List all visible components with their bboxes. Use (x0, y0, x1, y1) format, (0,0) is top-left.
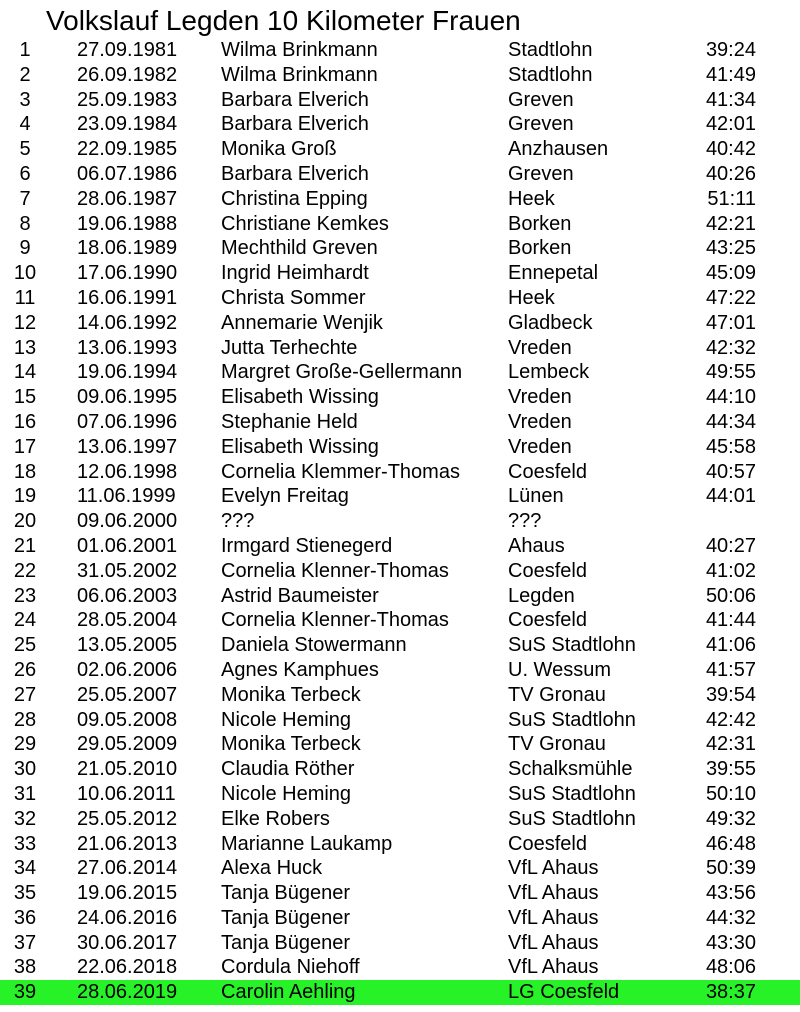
race-date: 25.05.2007 (77, 683, 178, 706)
runner-name: Christa Sommer (221, 286, 366, 309)
table-row (0, 881, 800, 906)
race-date: 24.06.2016 (77, 906, 178, 929)
runner-name: Cordula Niehoff (221, 956, 360, 979)
race-date: 29.05.2009 (77, 733, 178, 756)
race-date: 19.06.1988 (77, 212, 178, 235)
row-number: 37 (13, 931, 37, 954)
row-number: 4 (19, 113, 31, 136)
table-row (0, 63, 800, 88)
club-name: Stadtlohn (508, 63, 593, 86)
row-number: 36 (13, 906, 37, 929)
table-row (0, 559, 800, 584)
row-number: 2 (19, 63, 31, 86)
club-name: Ahaus (508, 534, 565, 557)
race-date: 31.05.2002 (77, 559, 178, 582)
finish-time: 51:11 (707, 187, 756, 210)
race-date: 12.06.1998 (77, 460, 178, 483)
club-name: SuS Stadtlohn (508, 708, 636, 731)
finish-time: 40:27 (705, 534, 756, 557)
finish-time: 40:42 (705, 138, 756, 161)
table-row (0, 906, 800, 931)
finish-time: 43:25 (705, 237, 756, 260)
race-date: 25.05.2012 (77, 807, 178, 830)
race-date: 19.06.2015 (77, 882, 178, 905)
club-name: Gladbeck (508, 311, 593, 334)
table-row (0, 88, 800, 113)
table-row (0, 212, 800, 237)
row-number: 29 (13, 733, 37, 756)
race-date: 13.05.2005 (77, 634, 178, 657)
row-number: 38 (13, 956, 37, 979)
finish-time: 49:55 (705, 361, 756, 384)
club-name: Anzhausen (508, 138, 609, 161)
finish-time: 44:34 (705, 410, 756, 433)
race-date: 16.06.1991 (77, 286, 178, 309)
table-row (0, 435, 800, 460)
race-date: 14.06.1992 (77, 311, 178, 334)
race-date: 18.06.1989 (77, 237, 178, 260)
club-name: Schalksmühle (508, 758, 633, 781)
club-name: TV Gronau (508, 733, 606, 756)
runner-name: Carolin Aehling (221, 981, 356, 1004)
runner-name: Monika Groß (221, 138, 337, 161)
race-date: 27.09.1981 (77, 39, 178, 61)
table-row (0, 112, 800, 137)
club-name: Coesfeld (508, 460, 587, 483)
finish-time: 47:01 (705, 311, 756, 334)
row-number: 5 (19, 138, 31, 161)
row-number: 35 (13, 882, 37, 905)
runner-name: Tanja Bügener (221, 931, 350, 954)
row-number: 12 (13, 311, 37, 334)
runner-name: Christina Epping (221, 187, 368, 210)
table-row (0, 311, 800, 336)
runner-name: Tanja Bügener (221, 882, 350, 905)
club-name: Vreden (508, 435, 572, 458)
finish-time: 43:56 (705, 882, 756, 905)
race-date: 10.06.2011 (77, 782, 176, 805)
table-row (0, 757, 800, 782)
table-row (0, 261, 800, 286)
runner-name: Alexa Huck (221, 857, 323, 880)
club-name: TV Gronau (508, 683, 606, 706)
finish-time: 44:01 (705, 485, 756, 508)
row-number: 30 (13, 758, 37, 781)
club-name: ??? (508, 510, 542, 533)
finish-time: 42:32 (705, 336, 756, 359)
table-row (0, 807, 800, 832)
finish-time: 50:10 (705, 782, 756, 805)
finish-time: 44:32 (705, 906, 756, 929)
club-name: LG Coesfeld (508, 981, 620, 1004)
runner-name: Barbara Elverich (221, 162, 369, 185)
table-row (0, 410, 800, 435)
race-date: 28.05.2004 (77, 609, 178, 632)
club-name: Coesfeld (508, 609, 587, 632)
table-row (0, 856, 800, 881)
race-date: 21.05.2010 (77, 758, 178, 781)
runner-name: Wilma Brinkmann (221, 39, 378, 61)
results-table (0, 38, 800, 1005)
runner-name: Tanja Bügener (221, 906, 350, 929)
club-name: Vreden (508, 336, 572, 359)
row-number: 27 (13, 683, 37, 706)
row-number: 11 (14, 286, 36, 309)
runner-name: Claudia Röther (221, 758, 355, 781)
club-name: SuS Stadtlohn (508, 782, 636, 805)
table-row (0, 608, 800, 633)
table-row (0, 38, 800, 63)
club-name: Coesfeld (508, 559, 587, 582)
runner-name: Margret Große-Gellermann (221, 361, 463, 384)
row-number: 7 (19, 187, 31, 210)
table-row (0, 683, 800, 708)
row-number: 14 (13, 361, 37, 384)
club-name: Stadtlohn (508, 39, 593, 61)
table-row (0, 509, 800, 534)
runner-name: Jutta Terhechte (221, 336, 358, 359)
row-number: 15 (13, 386, 37, 409)
table-row (0, 336, 800, 361)
runner-name: Irmgard Stienegerd (221, 534, 393, 557)
runner-name: Christiane Kemkes (221, 212, 389, 235)
runner-name: Cornelia Klenner-Thomas (221, 559, 449, 582)
runner-name: Barbara Elverich (221, 113, 369, 136)
club-name: U. Wessum (508, 658, 611, 681)
club-name: Heek (508, 187, 555, 210)
finish-time: 41:02 (705, 559, 756, 582)
row-number: 39 (13, 981, 37, 1004)
row-number: 21 (13, 534, 37, 557)
finish-time: 41:44 (705, 609, 756, 632)
finish-time: 45:09 (705, 262, 756, 285)
table-row (0, 137, 800, 162)
finish-time: 38:37 (705, 981, 756, 1004)
row-number: 23 (13, 584, 37, 607)
race-date: 30.06.2017 (77, 931, 178, 954)
race-date: 13.06.1993 (77, 336, 178, 359)
runner-name: Elke Robers (221, 807, 330, 830)
table-row (0, 584, 800, 609)
club-name: SuS Stadtlohn (508, 807, 636, 830)
row-number: 32 (13, 807, 37, 830)
table-row (0, 162, 800, 187)
row-number: 1 (19, 39, 31, 61)
runner-name: Agnes Kamphues (221, 658, 379, 681)
finish-time: 42:21 (705, 212, 756, 235)
finish-time: 42:31 (705, 733, 756, 756)
club-name: Vreden (508, 386, 572, 409)
table-row (0, 832, 800, 857)
row-number: 24 (13, 609, 37, 632)
row-number: 10 (13, 262, 37, 285)
row-number: 33 (13, 832, 37, 855)
race-date: 09.06.2000 (77, 510, 178, 533)
runner-name: Elisabeth Wissing (221, 435, 379, 458)
finish-time: 41:49 (705, 63, 756, 86)
runner-name: Nicole Heming (221, 708, 352, 731)
race-date: 22.06.2018 (77, 956, 178, 979)
race-date: 06.07.1986 (77, 162, 178, 185)
row-number: 22 (13, 559, 37, 582)
race-date: 02.06.2006 (77, 658, 178, 681)
club-name: Legden (508, 584, 575, 607)
race-date: 07.06.1996 (77, 410, 178, 433)
finish-time: 41:34 (705, 88, 756, 111)
club-name: VfL Ahaus (508, 882, 599, 905)
table-row (0, 931, 800, 956)
table-row (0, 782, 800, 807)
club-name: Lünen (508, 485, 564, 508)
club-name: Greven (508, 162, 574, 185)
finish-time: 45:58 (705, 435, 756, 458)
finish-time: 44:10 (705, 386, 756, 409)
club-name: Ennepetal (508, 262, 599, 285)
runner-name: Elisabeth Wissing (221, 386, 379, 409)
race-date: 28.06.1987 (77, 187, 178, 210)
club-name: Borken (508, 212, 572, 235)
runner-name: Mechthild Greven (221, 237, 378, 260)
row-number: 31 (13, 782, 37, 805)
row-number: 18 (13, 460, 37, 483)
finish-time: 40:57 (705, 460, 756, 483)
table-row (0, 385, 800, 410)
finish-time: 49:32 (705, 807, 756, 830)
race-date: 01.06.2001 (77, 534, 178, 557)
race-date: 28.06.2019 (77, 981, 178, 1004)
club-name: Greven (508, 88, 574, 111)
race-date: 09.05.2008 (77, 708, 178, 731)
runner-name: Monika Terbeck (221, 733, 361, 756)
row-number: 9 (19, 237, 31, 260)
race-date: 13.06.1997 (77, 435, 178, 458)
finish-time: 40:26 (705, 162, 756, 185)
runner-name: Cornelia Klemmer-Thomas (221, 460, 460, 483)
finish-time: 47:22 (705, 286, 756, 309)
row-number: 28 (13, 708, 37, 731)
finish-time: 42:01 (705, 113, 756, 136)
table-row (0, 360, 800, 385)
race-date: 19.06.1994 (77, 361, 178, 384)
row-number: 3 (19, 88, 31, 111)
runner-name: ??? (221, 510, 255, 533)
row-number: 8 (19, 212, 31, 235)
club-name: Greven (508, 113, 574, 136)
table-row (0, 484, 800, 509)
table-row (0, 708, 800, 733)
race-date: 23.09.1984 (77, 113, 178, 136)
race-date: 06.06.2003 (77, 584, 178, 607)
club-name: Heek (508, 286, 555, 309)
runner-name: Nicole Heming (221, 782, 352, 805)
finish-time: 50:06 (705, 584, 756, 607)
finish-time: 42:42 (705, 708, 756, 731)
race-date: 09.06.1995 (77, 386, 178, 409)
finish-time: 41:06 (705, 634, 756, 657)
club-name: Borken (508, 237, 572, 260)
finish-time: 43:30 (705, 931, 756, 954)
race-date: 11.06.1999 (77, 485, 176, 508)
table-row (0, 732, 800, 757)
row-number: 6 (19, 162, 31, 185)
row-number: 16 (13, 410, 37, 433)
table-row (0, 236, 800, 261)
finish-time: 41:57 (705, 658, 756, 681)
club-name: VfL Ahaus (508, 931, 599, 954)
runner-name: Monika Terbeck (221, 683, 361, 706)
finish-time: 39:54 (705, 683, 756, 706)
finish-time: 39:55 (705, 758, 756, 781)
finish-time: 50:39 (705, 857, 756, 880)
runner-name: Cornelia Klenner-Thomas (221, 609, 449, 632)
row-number: 26 (13, 658, 37, 681)
runner-name: Barbara Elverich (221, 88, 369, 111)
race-date: 22.09.1985 (77, 138, 178, 161)
table-row-highlighted (0, 980, 800, 1005)
club-name: SuS Stadtlohn (508, 634, 636, 657)
race-date: 21.06.2013 (77, 832, 178, 855)
row-number: 19 (13, 485, 37, 508)
table-row (0, 658, 800, 683)
finish-time: 46:48 (705, 832, 756, 855)
runner-name: Astrid Baumeister (221, 584, 379, 607)
row-number: 13 (13, 336, 37, 359)
club-name: VfL Ahaus (508, 857, 599, 880)
page-title: Volkslauf Legden 10 Kilometer Frauen (46, 5, 521, 36)
finish-time: 39:24 (705, 39, 756, 61)
club-name: Vreden (508, 410, 572, 433)
club-name: VfL Ahaus (508, 906, 599, 929)
row-number: 34 (13, 857, 37, 880)
row-number: 20 (13, 510, 37, 533)
club-name: Lembeck (508, 361, 590, 384)
row-number: 25 (13, 634, 37, 657)
club-name: Coesfeld (508, 832, 587, 855)
runner-name: Ingrid Heimhardt (221, 262, 369, 285)
table-row (0, 534, 800, 559)
table-row (0, 460, 800, 485)
race-date: 17.06.1990 (77, 262, 178, 285)
race-date: 27.06.2014 (77, 857, 178, 880)
runner-name: Evelyn Freitag (221, 485, 349, 508)
table-row (0, 633, 800, 658)
runner-name: Wilma Brinkmann (221, 63, 378, 86)
table-row (0, 187, 800, 212)
race-date: 26.09.1982 (77, 63, 178, 86)
table-row (0, 955, 800, 980)
runner-name: Annemarie Wenjik (221, 311, 383, 334)
race-date: 25.09.1983 (77, 88, 178, 111)
runner-name: Daniela Stowermann (221, 634, 407, 657)
row-number: 17 (13, 435, 37, 458)
table-row (0, 286, 800, 311)
finish-time: 48:06 (705, 956, 756, 979)
runner-name: Marianne Laukamp (221, 832, 393, 855)
club-name: VfL Ahaus (508, 956, 599, 979)
runner-name: Stephanie Held (221, 410, 358, 433)
